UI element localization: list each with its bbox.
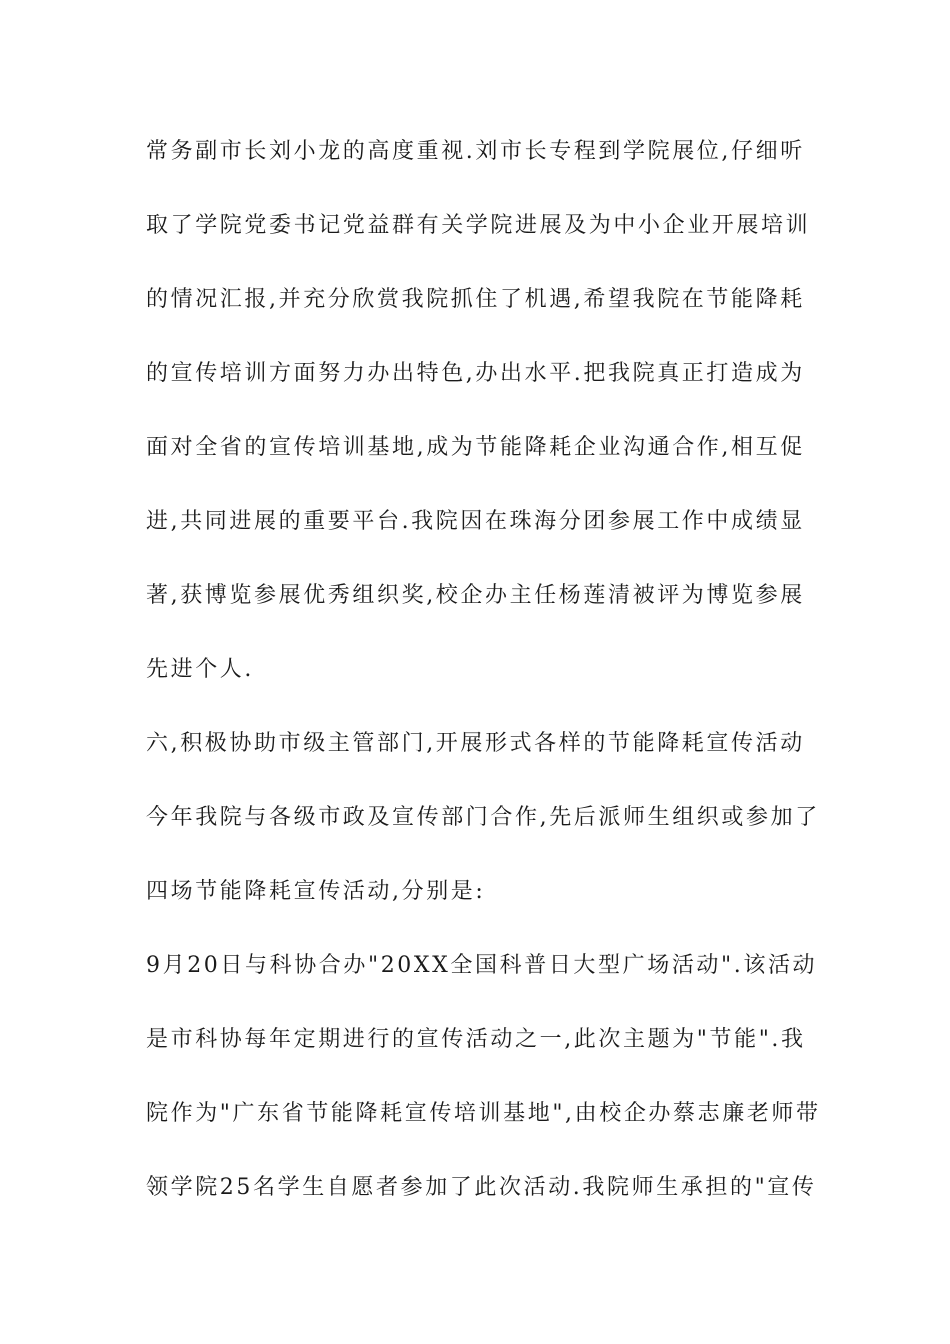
text-line: 先进个人. <box>146 657 254 682</box>
text-line: 进,共同进展的重要平台.我院因在珠海分团参展工作中成绩显 <box>146 509 805 534</box>
text-line: 取了学院党委书记党益群有关学院进展及为中小企业开展培训 <box>146 213 811 238</box>
text-line: 今年我院与各级市政及宣传部门合作,先后派师生组织或参加了 <box>146 805 820 830</box>
section-heading: 六,积极协助市级主管部门,开展形式各样的节能降耗宣传活动 <box>146 731 805 756</box>
text-line: 领学院25名学生自愿者参加了此次活动.我院师生承担的"宣传 <box>146 1175 817 1200</box>
text-line: 常务副市长刘小龙的高度重视.刘市长专程到学院展位,仔细听 <box>146 139 805 164</box>
text-line: 面对全省的宣传培训基地,成为节能降耗企业沟通合作,相互促 <box>146 435 805 460</box>
text-line: 的宣传培训方面努力办出特色,办出水平.把我院真正打造成为 <box>146 361 805 386</box>
text-line: 院作为"广东省节能降耗宣传培训基地",由校企办蔡志廉老师带 <box>146 1101 821 1126</box>
text-line: 是市科协每年定期进行的宣传活动之一,此次主题为"节能".我 <box>146 1027 806 1052</box>
text-line: 的情况汇报,并充分欣赏我院抓住了机遇,希望我院在节能降耗 <box>146 287 805 312</box>
text-line: 9月20日与科协合办"20XX全国科普日大型广场活动".该活动 <box>146 953 818 978</box>
text-line: 著,获博览参展优秀组织奖,校企办主任杨莲清被评为博览参展 <box>146 583 805 608</box>
text-line: 四场节能降耗宣传活动,分别是: <box>146 879 486 904</box>
